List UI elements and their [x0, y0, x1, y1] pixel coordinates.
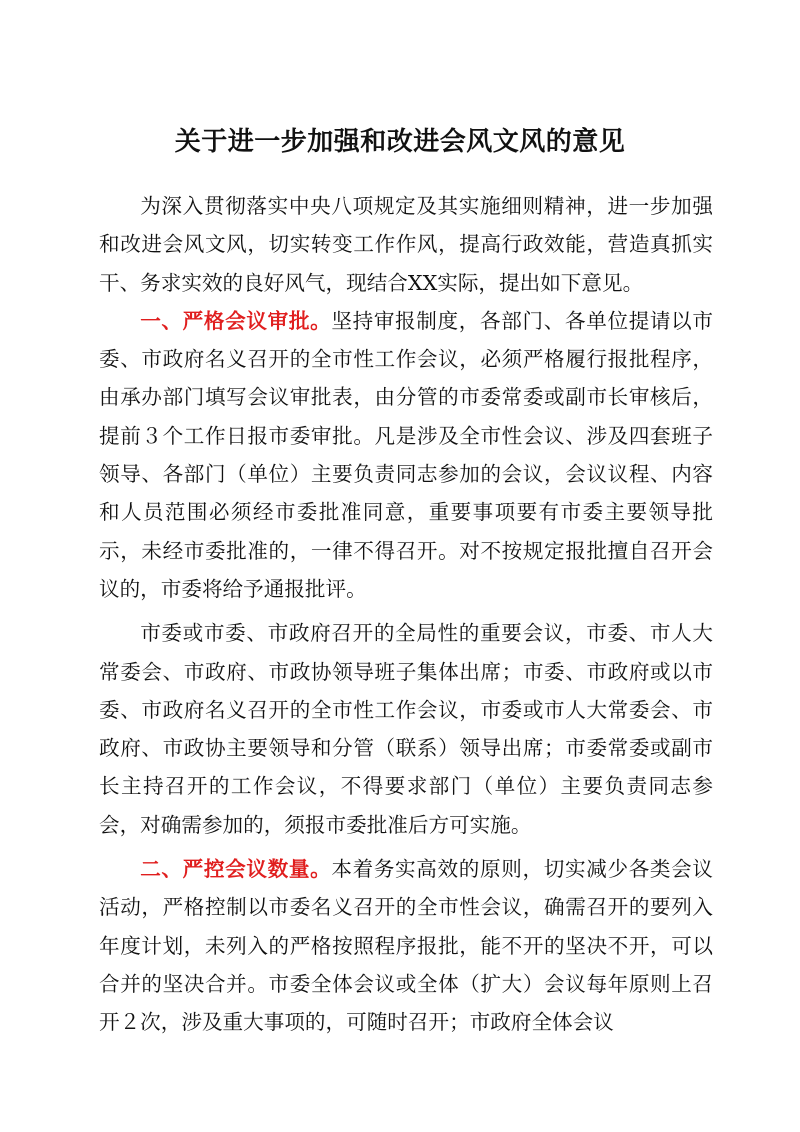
paragraph-section-2	[99, 850, 713, 1041]
paragraph-text: 本着务实高效的原则，切实减少各类会议活动，严格控制以市委名义召开的全市性会议，确需召开的要列入年度计划，未列入的严格按照程序报批，能不开的坚决不开，可以合并的坚决合并。市委全体会议或全体（扩大）会议每年原则上召开２次，涉及重大事项的，可随时召开；市政府全体会议	[99, 857, 714, 1035]
document-body	[99, 187, 713, 1042]
section-heading: 二、严控会议数量。	[140, 857, 332, 882]
paragraph-text: 坚持审报制度，各部门、各单位提请以市委、市政府名义召开的全市性工作会议，必须严格履行报批程序，由承办部门填写会议审批表，由分管的市委常委或副市长审核后，提前３个工作日报市委审批。凡是涉及全市性会议、涉及四套班子领导、各部门（单位）主要负责同志参加的会议，会议议程、内容和人员范围必须经市委批准同意，重要事项要有市委主要领导批示，未经市委批准的，一律不得召开。对不按规定报批擅自召开会议的，市委将给予通报批评。	[99, 308, 714, 601]
section-heading: 一、严格会议审批。	[140, 308, 332, 333]
paragraph-text: 市委或市委、市政府召开的全局性的重要会议，市委、市人大常委会、市政府、市政协领导班子集体出席；市委、市政府或以市委、市政府名义召开的全市性工作会议，市委或市人大常委会、市政府、市政协主要领导和分管（联系）领导出席；市委常委或副市长主持召开的工作会议，不得要求部门（单位）主要负责同志参会，对确需参加的，须报市委批准后方可实施。	[99, 621, 713, 837]
paragraph-intro	[99, 187, 713, 302]
paragraph-text: 为深入贯彻落实中央八项规定及其实施细则精神，进一步加强和改进会风文风，切实转变工作作风，提高行政效能，营造真抓实干、务求实效的良好风气，现结合XX实际，提出如下意见。	[99, 194, 713, 295]
paragraph-section-1	[99, 302, 713, 608]
paragraph-attendance	[99, 614, 713, 844]
document-title: 关于进一步加强和改进会风文风的意见	[174, 127, 626, 157]
